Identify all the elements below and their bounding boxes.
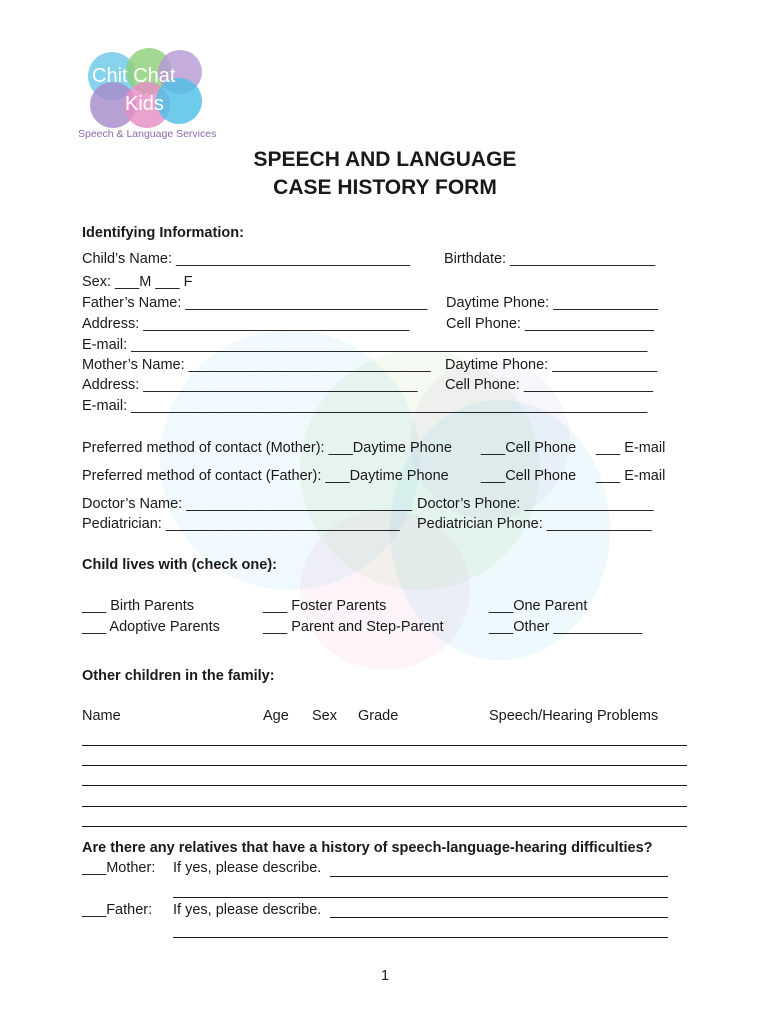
pediatrician-field[interactable]: Pediatrician: _____________________________ [82, 516, 400, 532]
logo-text-line1: Chit Chat [92, 65, 176, 87]
father-contact-cell[interactable]: ___Cell Phone [481, 468, 577, 484]
entry-line[interactable] [82, 765, 687, 766]
form-title-line1: SPEECH AND LANGUAGE [253, 148, 517, 171]
mother-cell-phone-field[interactable]: Cell Phone: ________________ [445, 377, 654, 393]
mother-describe-line[interactable] [330, 876, 668, 877]
fathers-name-field[interactable]: Father’s Name: ______________________________ [82, 295, 428, 311]
pediatrician-phone-field[interactable]: Pediatrician Phone: _____________ [417, 516, 652, 532]
father-cell-phone-field[interactable]: Cell Phone: ________________ [446, 316, 655, 332]
mother-daytime-phone-field[interactable]: Daytime Phone: _____________ [445, 357, 658, 373]
father-daytime-phone-field[interactable]: Daytime Phone: _____________ [446, 295, 659, 311]
option-birth-parents[interactable]: ___ Birth Parents [82, 598, 195, 614]
entry-line[interactable] [82, 745, 687, 746]
father-contact-email[interactable]: ___ E-mail [596, 468, 666, 484]
father-describe-line-2[interactable] [173, 937, 668, 938]
sex-field[interactable]: Sex: ___M ___ F [82, 274, 193, 290]
column-grade: Grade [358, 708, 399, 724]
mothers-name-field[interactable]: Mother’s Name: ______________________________ [82, 357, 431, 373]
father-describe-line[interactable] [330, 917, 668, 918]
entry-line[interactable] [82, 806, 687, 807]
mother-email-field[interactable]: E-mail: ________________________________________________________________ [82, 398, 648, 414]
logo-text-line2: Kids [125, 93, 164, 115]
option-foster-parents[interactable]: ___ Foster Parents [263, 598, 387, 614]
mother-address-field[interactable]: Address: __________________________________ [82, 377, 418, 393]
identifying-heading: Identifying Information: [82, 225, 244, 241]
page-number: 1 [380, 968, 390, 984]
mother-describe-line-2[interactable] [173, 897, 668, 898]
column-sex: Sex [312, 708, 337, 724]
mother-contact-cell[interactable]: ___Cell Phone [481, 440, 577, 456]
childs-name-field[interactable]: Child’s Name: _____________________________ [82, 251, 410, 267]
logo-tagline: Speech & Language Services [78, 128, 217, 140]
other-children-heading: Other children in the family: [82, 668, 275, 684]
relatives-father-describe: If yes, please describe. [173, 902, 322, 918]
birthdate-field[interactable]: Birthdate: __________________ [444, 251, 656, 267]
column-name: Name [82, 708, 121, 724]
option-other[interactable]: ___Other ___________ [489, 619, 643, 635]
logo [78, 48, 228, 143]
entry-line[interactable] [82, 785, 687, 786]
mother-contact-email[interactable]: ___ E-mail [596, 440, 666, 456]
father-address-field[interactable]: Address: _________________________________ [82, 316, 410, 332]
column-speech-hearing: Speech/Hearing Problems [489, 708, 659, 724]
lives-with-heading: Child lives with (check one): [82, 557, 277, 573]
form-title-line2: CASE HISTORY FORM [273, 176, 497, 199]
doctors-name-field[interactable]: Doctor’s Name: ____________________________ [82, 496, 413, 512]
option-adoptive-parents[interactable]: ___ Adoptive Parents [82, 619, 220, 635]
column-age: Age [263, 708, 289, 724]
relatives-father-label[interactable]: ___Father: [82, 902, 153, 918]
relatives-mother-describe: If yes, please describe. [173, 860, 322, 876]
father-email-field[interactable]: E-mail: ________________________________________________________________ [82, 337, 648, 353]
relatives-mother-label[interactable]: ___Mother: [82, 860, 156, 876]
doctors-phone-field[interactable]: Doctor’s Phone: ________________ [417, 496, 654, 512]
relatives-question: Are there any relatives that have a history of speech-language-hearing difficulties? [82, 840, 653, 856]
entry-line[interactable] [82, 826, 687, 827]
option-one-parent[interactable]: ___One Parent [489, 598, 588, 614]
mother-contact-daytime[interactable]: Preferred method of contact (Mother): ___Daytime Phone [82, 440, 452, 456]
father-contact-daytime[interactable]: Preferred method of contact (Father): ___Daytime Phone [82, 468, 449, 484]
option-parent-step-parent[interactable]: ___ Parent and Step-Parent [263, 619, 444, 635]
